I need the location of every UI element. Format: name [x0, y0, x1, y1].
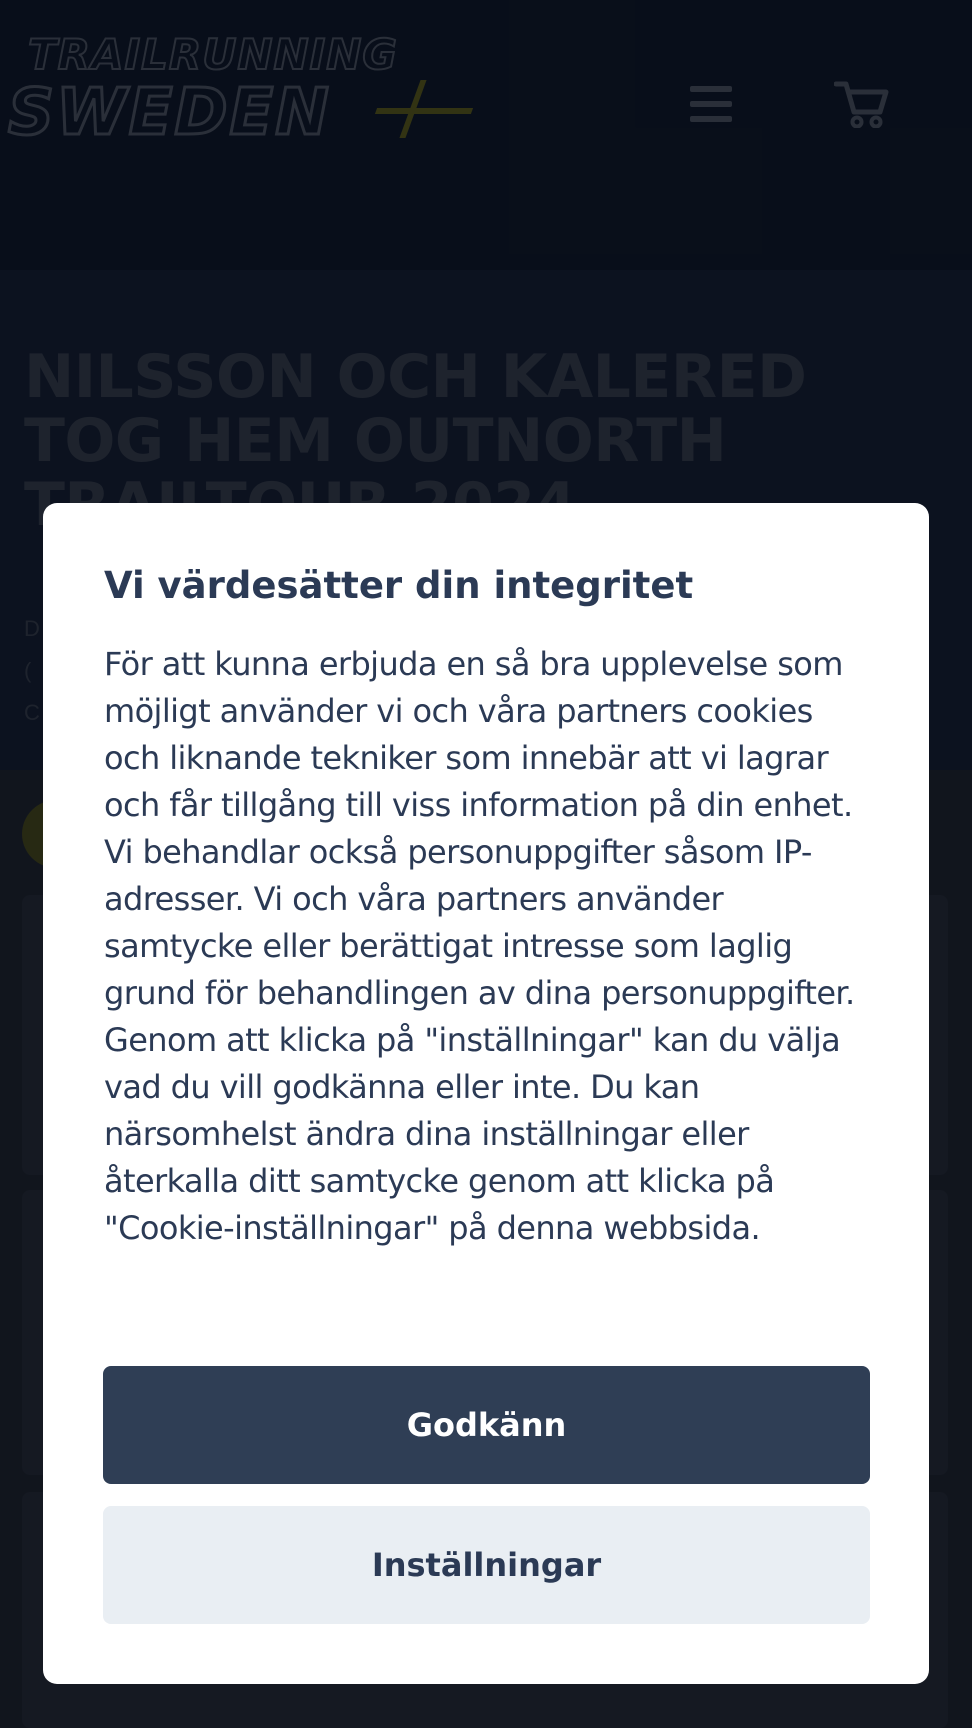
- consent-title: Vi värdesätter din integritet: [104, 564, 694, 607]
- cookie-consent-dialog: [43, 503, 929, 1684]
- settings-button[interactable]: Inställningar: [103, 1506, 870, 1624]
- consent-body-text: För att kunna erbjuda en så bra upplevelse som möjligt använder vi och våra partners cookies och liknande tekniker som innebär att vi lagrar och får tillgång till viss information på din enhet. Vi behandlar också personuppgifter såsom IP-adresser. Vi och våra partners använder samtycke eller berättigat intresse som laglig grund för behandlingen av dina personuppgifter. Genom att klicka på "inställningar" kan du välja vad du vill godkänna eller inte. Du kan närsomhelst ändra dina inställningar eller återkalla ditt samtycke genom att klicka på "Cookie-inställningar" på denna webbsida.: [104, 645, 855, 1247]
- accept-button[interactable]: Godkänn: [103, 1366, 870, 1484]
